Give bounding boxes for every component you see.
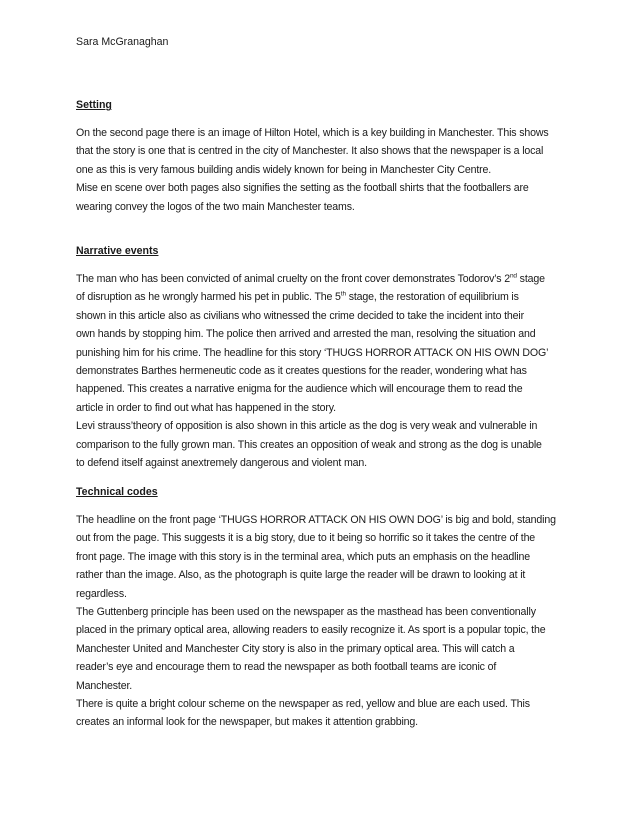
- paragraph: [76, 124, 556, 179]
- text-line: The Guttenberg principle has been used on the newspaper as the masthead has been conventionally: [76, 606, 536, 619]
- text-line: Levi strauss’theory of opposition is also shown in this article as the dog is very weak and vulnerable in: [76, 420, 538, 433]
- text-line: article in order to find out what has happened in the story.: [76, 401, 336, 414]
- text-line: There is quite a bright colour scheme on the newspaper as red, yellow and blue are each used. This: [76, 698, 530, 711]
- paragraph: [76, 603, 556, 695]
- text-line: wearing convey the logos of the two main Manchester teams.: [76, 200, 355, 213]
- text-line: punishing him for his crime. The headline for this story ‘THUGS HORROR ATTACK ON HIS OWN DOG’: [76, 346, 549, 359]
- section-narrative-events: [76, 244, 556, 472]
- text-line: demonstrates Barthes hermeneutic code as it creates questions for the reader, wondering what has: [76, 365, 527, 378]
- text-line: rather than the image. Also, as the photograph is quite large the reader will be drawn to looking at it: [76, 569, 526, 582]
- text-line: On the second page there is an image of Hilton Hotel, which is a key building in Manchester. This shows: [76, 127, 549, 139]
- text-line: out from the page. This suggests it is a big story, due to it being so horrific so it takes the centre of the: [76, 532, 536, 545]
- text-segment: The man who has been convicted of animal cruelty on the front cover demonstrates Todorov’s 2: [76, 273, 510, 285]
- ordinal-suffix: th: [340, 290, 346, 298]
- text-line: comparison to the fully grown man. This creates an opposition of weak and strong as the dog is unable: [76, 438, 542, 451]
- section-setting: [76, 98, 556, 216]
- section-heading-setting: Setting: [76, 99, 112, 111]
- text-line: The headline on the front page ‘THUGS HORROR ATTACK ON HIS OWN DOG’ is big and bold, standing: [76, 514, 556, 526]
- text-line: [76, 288, 556, 306]
- section-heading-narrative-events: Narrative events: [76, 245, 159, 257]
- paragraph: [76, 695, 556, 732]
- text-line: Manchester United and Manchester City story is also in the primary optical area. This will catch a: [76, 642, 515, 655]
- text-segment: stage, the restoration of equilibrium is: [345, 291, 519, 304]
- section-body-technical-codes: [76, 511, 556, 732]
- text-line: creates an informal look for the newspaper, but makes it attention grabbing.: [76, 716, 418, 729]
- section-body-narrative-events: [76, 270, 556, 472]
- text-line: Mise en scene over both pages also signifies the setting as the football shirts that the footballers are: [76, 182, 529, 195]
- ordinal-suffix: nd: [509, 272, 517, 280]
- paragraph: [76, 179, 556, 216]
- text-line: own hands by stopping him. The police then arrived and arrested the man, resolving the situation and: [76, 328, 536, 341]
- text-line: placed in the primary optical area, allowing readers to easily recognize it. As sport is a popular topic, the: [76, 624, 546, 637]
- paragraph: [76, 417, 556, 472]
- text-line: to defend itself against anextremely dangerous and violent man.: [76, 457, 367, 470]
- text-line: front page. The image with this story is in the terminal area, which puts an emphasis on the headline: [76, 550, 530, 563]
- text-line: shown in this article also as civilians who witnessed the crime decided to take the incident into their: [76, 309, 524, 322]
- text-segment: stage: [516, 273, 545, 285]
- paragraph: [76, 270, 556, 417]
- text-line: regardless.: [76, 587, 127, 600]
- text-line: happened. This creates a narrative enigma for the audience which will encourage them to read the: [76, 383, 523, 396]
- section-heading-technical-codes: Technical codes: [76, 486, 158, 498]
- section-body-setting: [76, 124, 556, 216]
- author-name: Sara McGranaghan: [76, 36, 169, 48]
- text-line: [76, 270, 556, 288]
- text-line: Manchester.: [76, 679, 133, 692]
- text-line: that the story is one that is centred in the city of Manchester. It also shows that the newspaper is a local: [76, 145, 544, 158]
- text-line: one as this is very famous building andis widely known for being in Manchester City Centre.: [76, 163, 492, 176]
- section-technical-codes: [76, 485, 556, 732]
- text-segment: of disruption as he wrongly harmed his pet in public. The 5: [76, 291, 341, 304]
- paragraph: [76, 511, 556, 603]
- text-line: reader’s eye and encourage them to read the newspaper as both football teams are iconic of: [76, 661, 497, 674]
